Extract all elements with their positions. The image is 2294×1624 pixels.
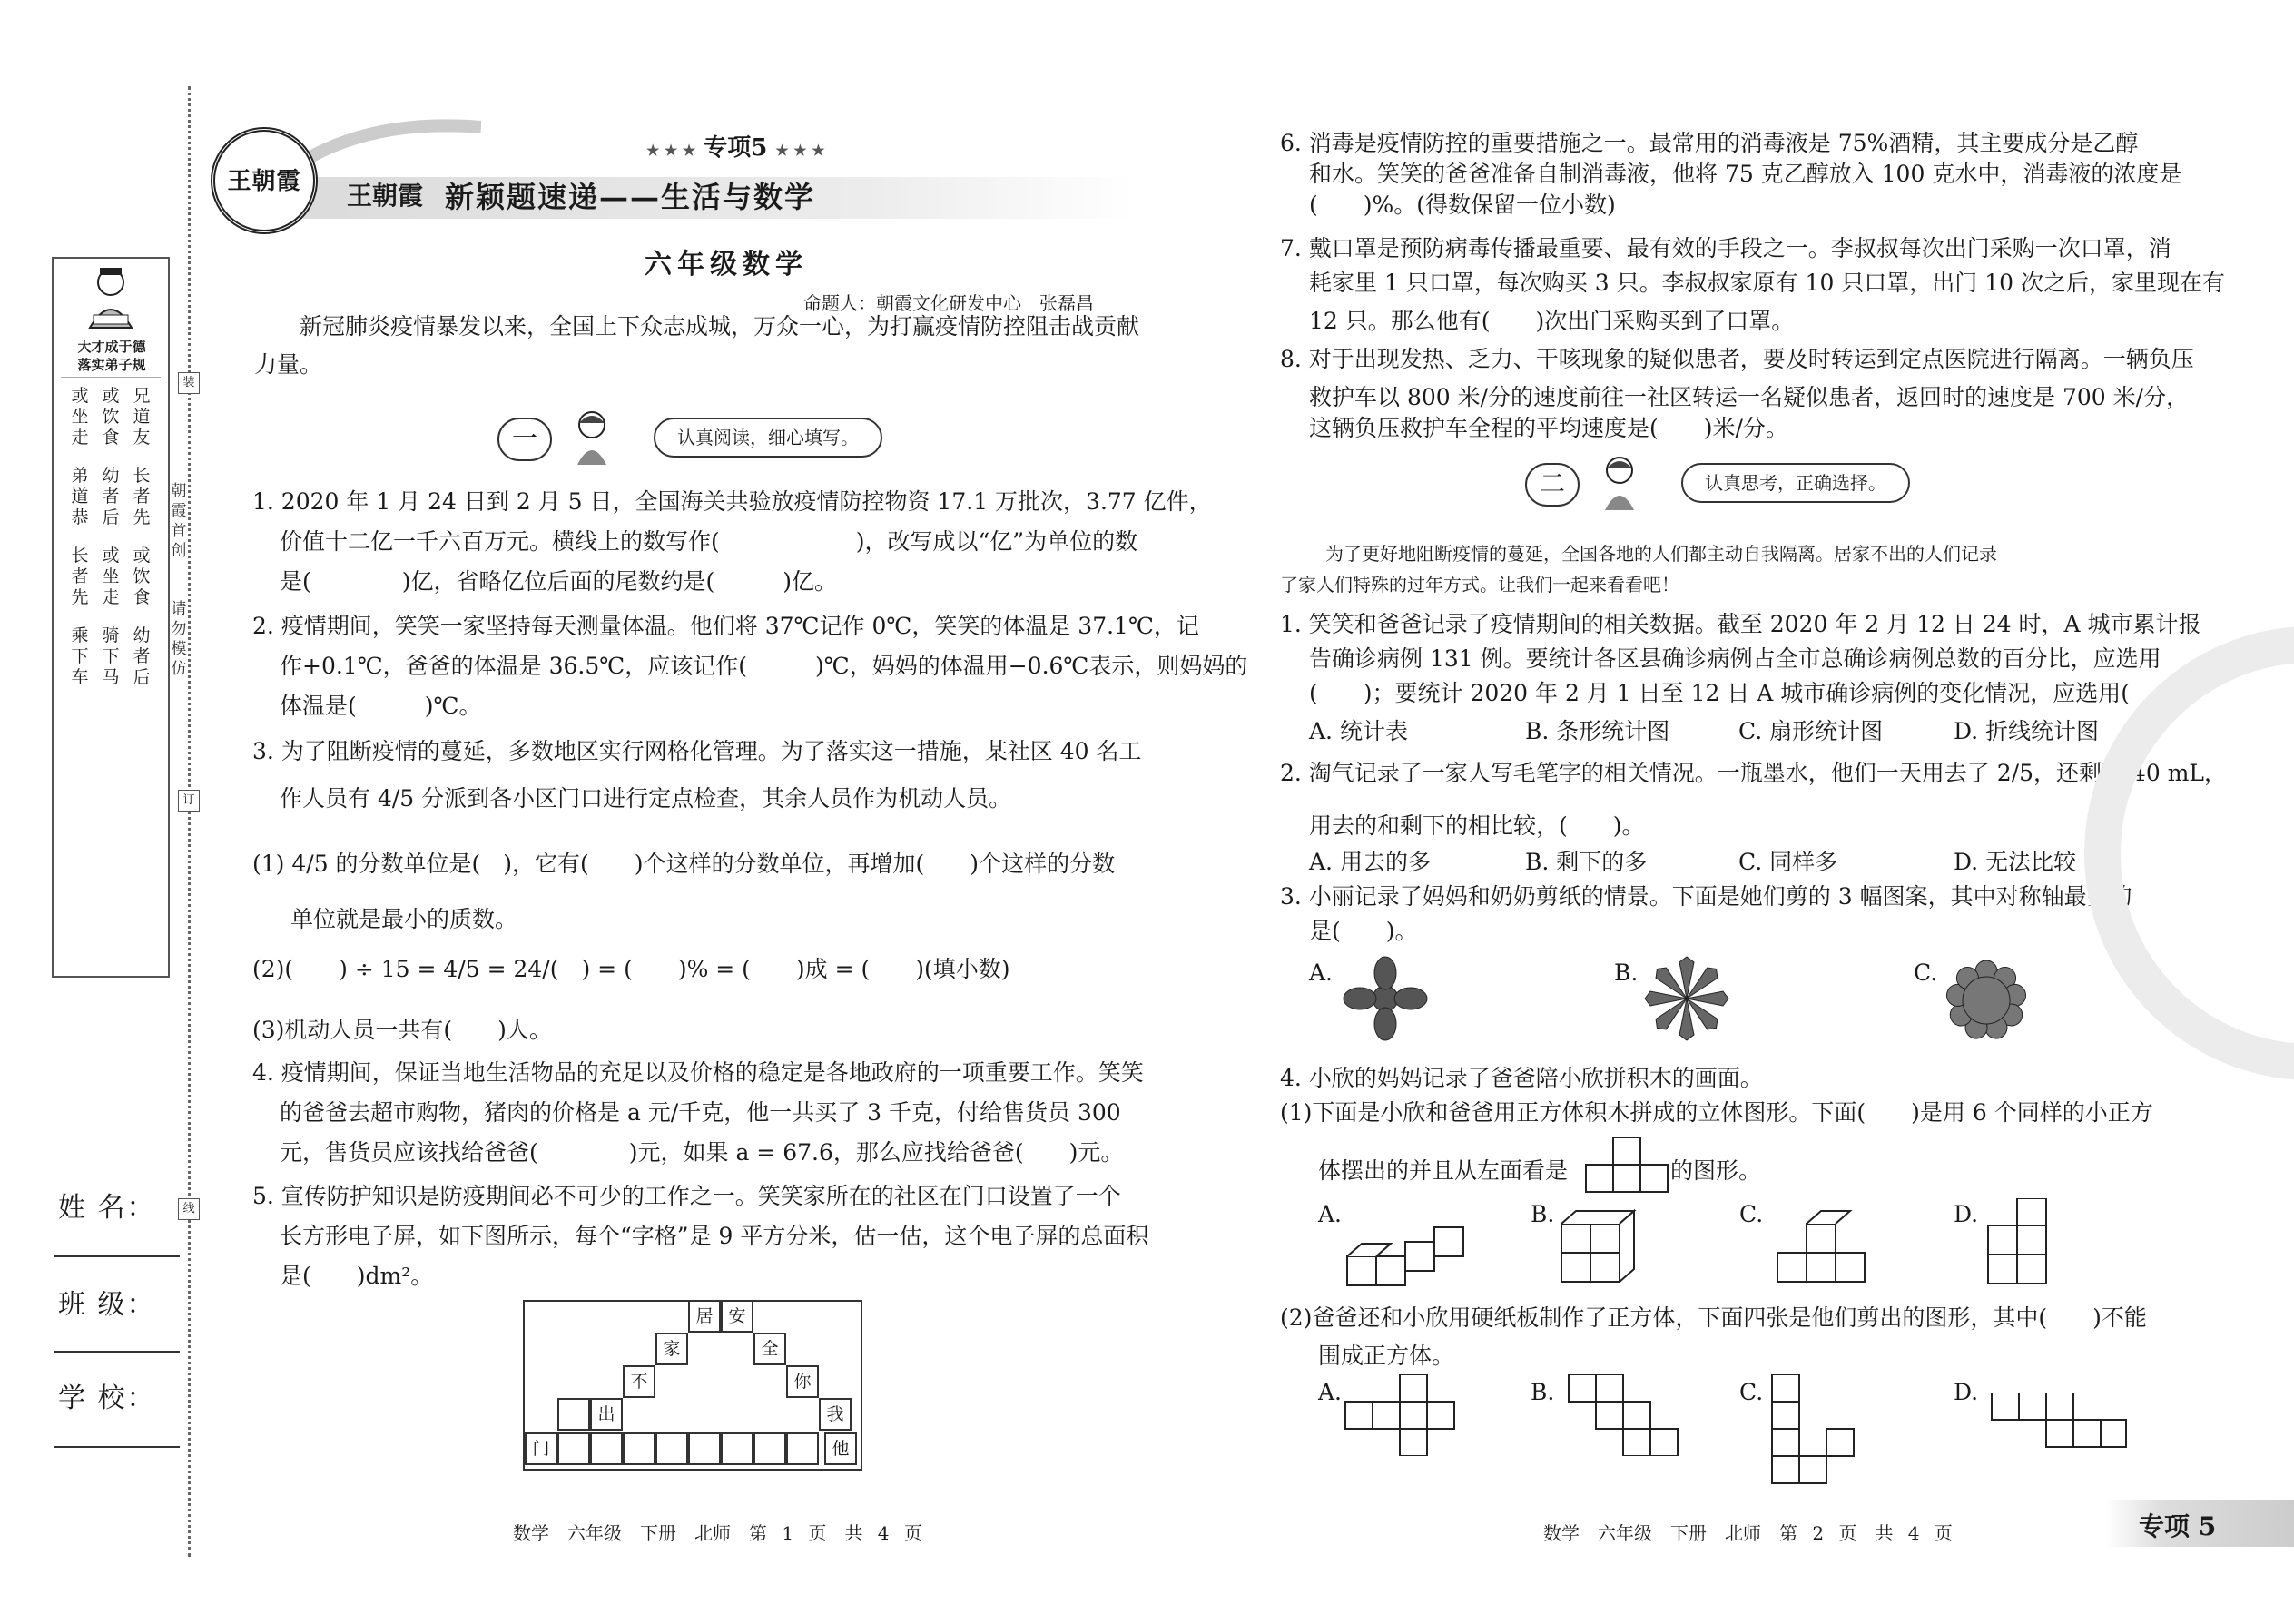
series-tag: ★ ★ ★ 专项5 ★ ★ ★ (646, 134, 825, 162)
proverb-text: 或坐走 (71, 386, 89, 448)
proverb-text: 或饮食 (102, 386, 120, 448)
proverb-text: 或坐走 (102, 546, 120, 607)
screen-grid-cell: 不 (623, 1365, 655, 1398)
question-line: 单位就是最小的质数。 (290, 906, 518, 932)
papercut-a-icon[interactable] (1342, 955, 1429, 1042)
screen-grid-cell: 你 (786, 1365, 819, 1398)
section-number: 二 (1525, 463, 1580, 507)
choice-option[interactable]: A. (1318, 1379, 1343, 1405)
series-tab-label: 专项 5 (2139, 1511, 2217, 1541)
question-line: 4. 小欣的妈妈记录了爸爸陪小欣拼积木的画面。 (1280, 1065, 1763, 1091)
screen-grid-cell: 居 (688, 1300, 721, 1333)
choice-option[interactable]: B. 剩下的多 (1525, 849, 1648, 875)
name-field-line[interactable] (54, 1255, 180, 1257)
question-line: 和水。笑笑的爸爸准备自制消毒液，他将 75 克乙醇放入 100 克水中，消毒液的浓度是 (1309, 161, 2182, 187)
question-line: (1)下面是小欣和爸爸用正方体积木拼成的立体图形。下面( )是用 6 个同样的小正方 (1280, 1099, 2153, 1126)
proverb-text: 弟道恭 (71, 466, 89, 527)
cube-figure-d[interactable] (1984, 1198, 2084, 1289)
screen-grid-cell-empty (557, 1432, 590, 1465)
net-d[interactable] (1990, 1393, 2128, 1449)
choice-option[interactable]: A. 统计表 (1309, 718, 1408, 744)
question-line: 4. 疫情期间，保证当地生活物品的充足以及价格的稳定是各地政府的一项重要工作。笑笑 (252, 1059, 1144, 1086)
brand-logo: 王朝霞 (211, 127, 318, 234)
motto-line: 落实弟子规 (77, 357, 146, 373)
question-line: 是( )亿，省略亿位后面的尾数约是( )亿。 (280, 568, 838, 595)
question-line: ( )%。(得数保留一位小数) (1309, 192, 1616, 218)
papercut-c-icon[interactable] (1943, 957, 2030, 1044)
tip-bubble: 认真阅读，细心填写。 (654, 418, 882, 458)
question-line: 长方形电子屏，如下图所示，每个“字格”是 9 平方分米，估一估，这个电子屏的总面积 (280, 1223, 1149, 1249)
proverb-text: 或饮食 (133, 546, 151, 607)
question-line: 价值十二亿一千六百万元。横线上的数写作( )，改写成以“亿”为单位的数 (280, 528, 1138, 555)
divider (61, 377, 161, 378)
proverb-text: 长者先 (71, 546, 89, 607)
screen-grid-cell: 他 (824, 1432, 857, 1465)
question-line: 作人员有 4/5 分派到各小区门口进行定点检查，其余人员作为机动人员。 (280, 785, 1012, 812)
choice-option[interactable]: D. (1954, 1201, 1979, 1227)
intro-text: 为了更好地阻断疫情的蔓延，全国各地的人们都主动自我隔离。居家不出的人们记录 (1325, 543, 1997, 565)
proverb-text: 骑下马 (102, 625, 120, 687)
school-field-label: 学 校： (58, 1383, 156, 1414)
choice-option[interactable]: C. (1739, 1379, 1764, 1405)
proverb-text: 长者先 (133, 466, 151, 527)
choice-option[interactable]: B. (1614, 960, 1639, 986)
page-title: 新颖题速递——生活与数学 (445, 180, 816, 214)
choice-option[interactable]: A. 用去的多 (1309, 849, 1431, 875)
question-line: 用去的和剩下的相比较，( )。 (1309, 812, 1645, 839)
question-line: 的图形。 (1670, 1157, 1762, 1184)
question-line: 作+0.1℃，爸爸的体温是 36.5℃，应该记作( )℃，妈妈的体温用−0.6℃表示，则妈妈的 (280, 653, 1248, 679)
intro-text: 新冠肺炎疫情暴发以来，全国上下众志成城，万众一心，为打赢疫情防控阻击战贡献 (300, 313, 1140, 340)
question-line: 的爸爸去超市购物，猪肉的价格是 a 元/千克，他一共买了 3 千克，付给售货员 300 (280, 1099, 1121, 1126)
proverb-text: 幼者后 (133, 625, 151, 687)
choice-option[interactable]: A. (1318, 1201, 1343, 1227)
question-line: 围成正方体。 (1318, 1343, 1455, 1369)
question-line: (1) 4/5 的分数单位是( )，它有( )个这样的分数单位，再增加( )个这样的分数 (252, 851, 1116, 877)
side-panel (52, 257, 170, 978)
screen-grid-cell-empty (623, 1432, 655, 1465)
screen-grid-cell: 出 (590, 1398, 623, 1431)
screen-grid-cell-empty (786, 1432, 819, 1465)
question-line: 1. 2020 年 1 月 24 日到 2 月 5 日，全国海关共验放疫情防控物资 17.1 万批次，3.77 亿件， (252, 488, 1212, 515)
binding-text: 请勿模仿 (171, 600, 187, 678)
question-line: 3. 小丽记录了妈妈和奶奶剪纸的情景。下面是她们剪的 3 幅图案，其中对称轴最多的 (1280, 883, 2132, 910)
binding-line (188, 86, 191, 1557)
screen-grid-cell-empty (753, 1432, 786, 1465)
binding-mark: 线 (178, 1198, 200, 1220)
choice-option[interactable]: D. 折线统计图 (1954, 718, 2100, 744)
intro-text: 了家人们特殊的过年方式。让我们一起来看看吧！ (1280, 574, 1679, 595)
question-line: 是( )。 (1309, 918, 1418, 944)
name-field-label: 姓 名： (58, 1192, 156, 1224)
net-b[interactable] (1567, 1374, 1685, 1456)
question-line: 6. 消毒是疫情防控的重要措施之一。最常用的消毒液是 75%酒精，其主要成分是乙醇 (1280, 130, 2139, 156)
section-one-header (497, 418, 951, 467)
left-view-figure (1585, 1137, 1670, 1193)
scholar-figure-icon (81, 264, 141, 331)
author-line: 命题人：朝霞文化研发中心 张磊昌 (803, 292, 1094, 314)
question-line: 这辆负压救护车全程的平均速度是( )米/分。 (1309, 415, 1788, 441)
intro-text: 力量。 (254, 351, 323, 378)
question-line: 元，售货员应该找给爸爸( )元，如果 a = 67.6，那么应找给爸爸( )元。 (280, 1139, 1124, 1166)
proverb-text: 幼者后 (102, 466, 120, 527)
binding-text: 朝霞首创 (171, 482, 187, 560)
choice-option[interactable]: B. (1531, 1379, 1555, 1405)
screen-grid-cell-empty (688, 1432, 721, 1465)
choice-option[interactable]: B. 条形统计图 (1525, 718, 1670, 744)
screen-grid-cell: 安 (721, 1300, 753, 1333)
ribbon-decoration-icon (300, 109, 481, 182)
cube-figure-a[interactable] (1344, 1216, 1465, 1289)
screen-grid-cell: 全 (753, 1333, 786, 1365)
tip-bubble: 认真思考，正确选择。 (1681, 463, 1910, 503)
choice-option[interactable]: C. (1739, 1201, 1764, 1227)
class-field-label: 班 级： (58, 1289, 156, 1321)
question-line: 告确诊病例 131 例。要统计各区县确诊病例占全市总确诊病例总数的百分比，应选用 (1309, 645, 2161, 672)
question-line: 1. 笑笑和爸爸记录了疫情期间的相关数据。截至 2020 年 2 月 12 日 24 时，A 城市累计报 (1280, 611, 2201, 637)
screen-grid-cell: 门 (525, 1432, 557, 1465)
binding-mark: 订 (178, 790, 200, 812)
proverb-text: 乘下车 (71, 625, 89, 687)
girl-thinking-icon (1598, 454, 1641, 510)
motto-line: 大才成于德 (77, 339, 146, 355)
net-a[interactable] (1344, 1374, 1480, 1456)
proverb-text: 兄道友 (133, 386, 151, 448)
screen-grid-cell-empty (655, 1432, 688, 1465)
section-two-header (1525, 463, 1979, 512)
page-footer: 数学 六年级 下册 北师 第 1 页 共 4 页 (513, 1522, 922, 1544)
choice-option[interactable]: D. (1954, 1379, 1979, 1405)
question-line: 7. 戴口罩是预防病毒传播最重要、最有效的手段之一。李叔叔每次出门采购一次口罩，消 (1280, 235, 2171, 261)
question-line: 5. 宣传防护知识是防疫期间必不可少的工作之一。笑笑家所在的社区在门口设置了一个 (252, 1183, 1121, 1209)
question-line: (3)机动人员一共有( )人。 (252, 1017, 552, 1043)
cube-figure-c[interactable] (1774, 1207, 1883, 1289)
choice-option[interactable]: C. 同样多 (1738, 849, 1838, 875)
section-number: 一 (497, 418, 552, 461)
question-line: 是( )dm²。 (280, 1263, 434, 1289)
question-line: 体摆出的并且从左面看是 (1318, 1157, 1569, 1184)
question-line: 8. 对于出现发热、乏力、干咳现象的疑似患者，要及时转运到定点医院进行隔离。一辆负压 (1280, 346, 2194, 372)
question-line: 2. 淘气记录了一家人写毛笔字的相关情况。一瓶墨水，他们一天用去了 2/5，还剩下 40 mL， (1280, 760, 2227, 786)
screen-grid-cell: 我 (819, 1398, 852, 1431)
question-line: 体温是( )℃。 (280, 693, 482, 719)
question-line: ( )；要统计 2020 年 2 月 1 日至 12 日 A 城市确诊病例的变化情况，应选用( )。 (1309, 680, 2207, 706)
choice-option[interactable]: D. 无法比较 (1954, 849, 2077, 875)
question-line: 耗家里 1 只口罩，每次购买 3 只。李叔叔家原有 10 只口罩，出门 10 次之后，家里现在有 (1309, 270, 2226, 296)
question-line: 12 只。那么他有( )次出门采购买到了口罩。 (1309, 308, 1795, 334)
question-line: (2)( ) ÷ 15 = 4/5 = 24/( ) = ( )% = ( )成 = ( )(填小数) (252, 956, 1010, 982)
screen-grid-cell-empty (557, 1398, 590, 1431)
question-line: 2. 疫情期间，笑笑一家坚持每天测量体温。他们将 37℃记作 0℃，笑笑的体温是 37.1℃，记 (252, 613, 1199, 639)
grade-title: 六年级数学 (645, 249, 808, 281)
question-line: (2)爸爸还和小欣用硬纸板制作了正方体，下面四张是他们剪出的图形，其中( )不能 (1280, 1304, 2147, 1331)
series-tab (2106, 1500, 2294, 1547)
cube-figure-b[interactable] (1558, 1207, 1658, 1289)
choice-option[interactable]: B. (1531, 1201, 1555, 1227)
binding-mark: 装 (178, 372, 200, 394)
girl-reading-icon (570, 408, 614, 465)
question-line: 救护车以 800 米/分的速度前往一社区转运一名疑似患者，返回时的速度是 700 米/分， (1309, 384, 2190, 410)
page-footer: 数学 六年级 下册 北师 第 2 页 共 4 页 (1543, 1522, 1953, 1544)
header-brand-text: 王朝霞 (347, 181, 424, 211)
choice-option[interactable]: C. 扇形统计图 (1738, 718, 1884, 744)
question-line: 3. 为了阻断疫情的蔓延，多数地区实行网格化管理。为了落实这一措施，某社区 40 名工 (252, 738, 1142, 764)
class-field-line[interactable] (54, 1351, 180, 1353)
papercut-b-icon[interactable] (1641, 953, 1732, 1044)
screen-grid-cell-empty (721, 1432, 753, 1465)
screen-grid-cell-empty (590, 1432, 623, 1465)
choice-option[interactable]: C. (1914, 960, 1938, 986)
choice-option[interactable]: A. (1309, 960, 1334, 986)
screen-grid-cell: 家 (655, 1333, 688, 1365)
net-c[interactable] (1770, 1374, 1861, 1485)
school-field-line[interactable] (54, 1446, 180, 1448)
